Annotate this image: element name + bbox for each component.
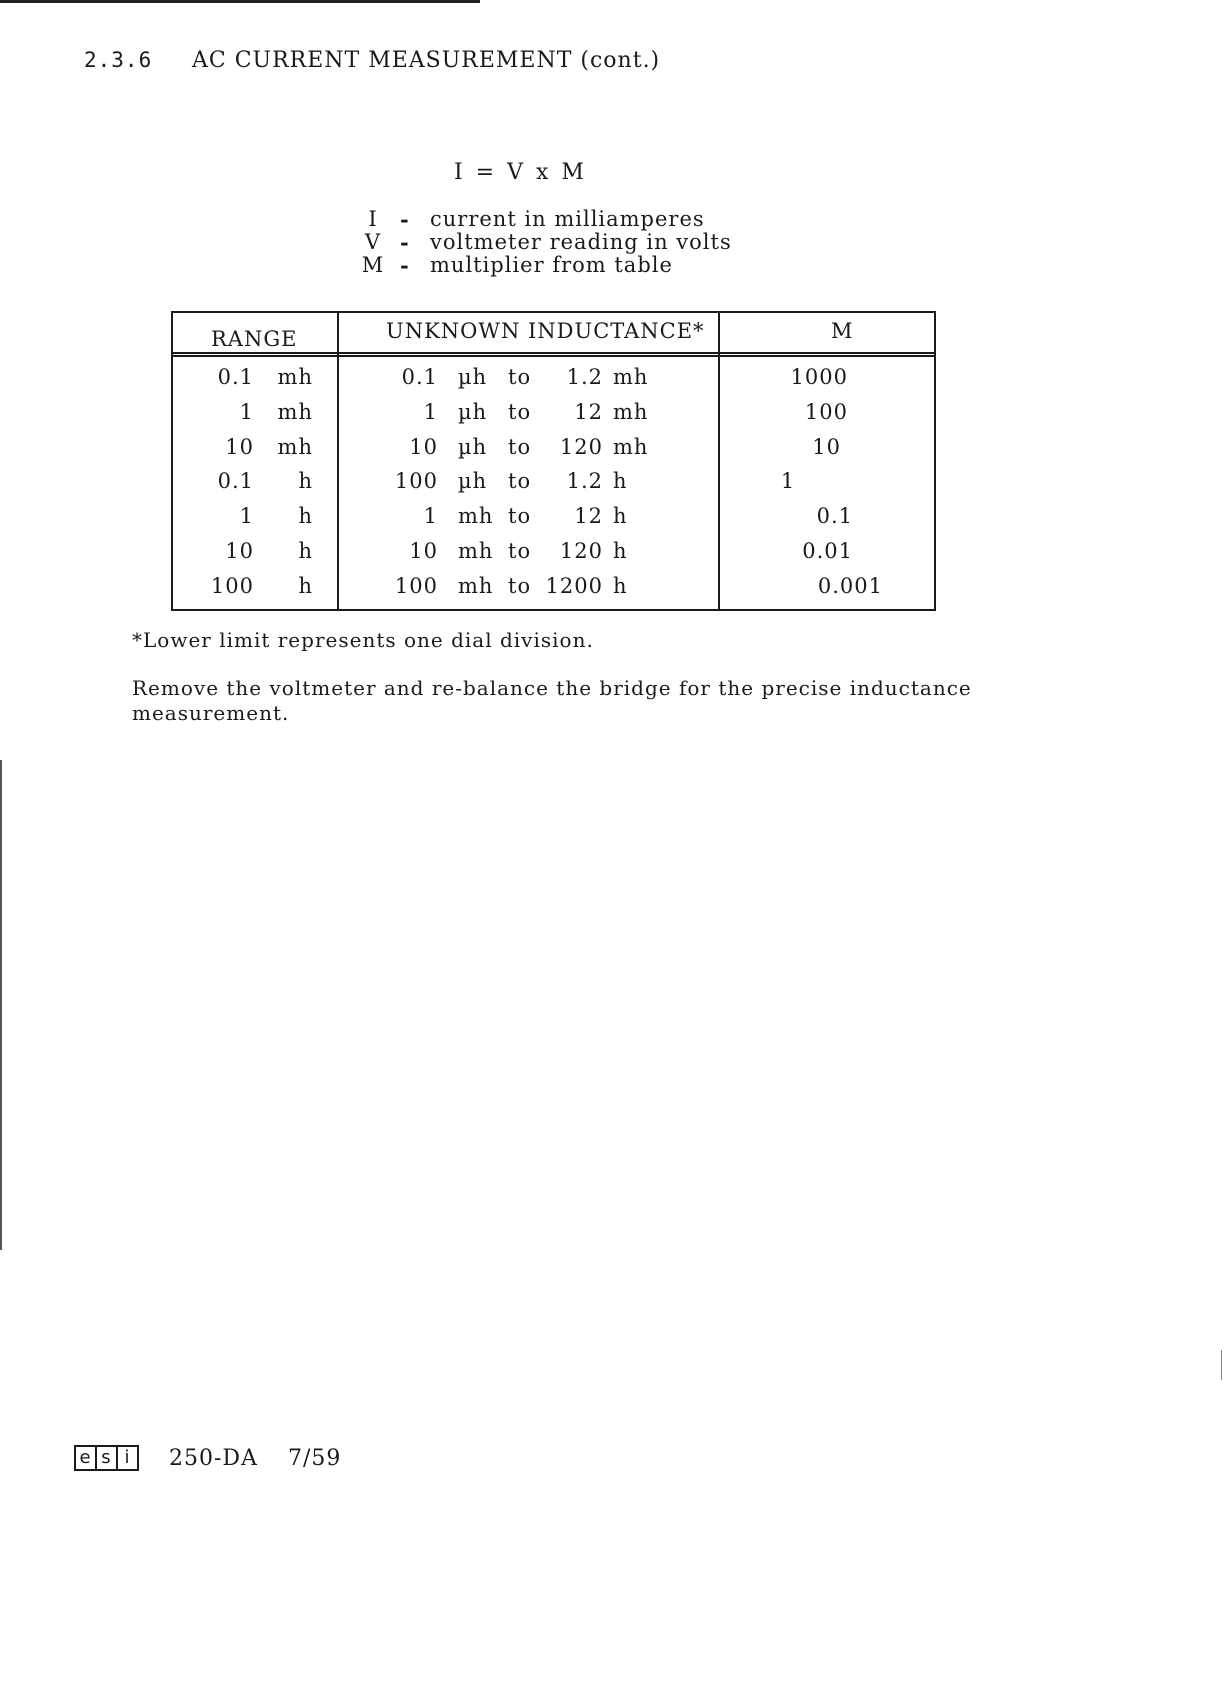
cell-low-unit: mh [458, 573, 494, 598]
cell-high-unit: h [613, 469, 628, 494]
legend-row [346, 231, 732, 254]
cell-low: 10 [409, 539, 438, 563]
table-footnote: *Lower limit represents one dial division. [132, 628, 594, 652]
section-heading [84, 48, 660, 73]
cell-low: 1 [423, 504, 438, 529]
esi-logo [74, 1445, 139, 1471]
cell-range-unit: mh [277, 434, 313, 459]
cell-m: 100 [804, 399, 848, 424]
legend-text: multiplier from table [430, 253, 673, 277]
cell-low-unit: mh [458, 539, 494, 563]
cell-range-val: 0.1 [217, 469, 254, 494]
legend-row [346, 208, 732, 231]
cell-low: 10 [409, 434, 438, 459]
table-row [173, 400, 934, 436]
section-number: 2.3.6 [84, 48, 153, 72]
cell-range-unit: mh [277, 399, 313, 424]
page-footer [74, 1445, 341, 1471]
cell-low-unit: mh [458, 504, 494, 529]
cell-m: 0.1 [816, 504, 853, 529]
legend-row [346, 254, 732, 277]
legend-dash: - [400, 230, 410, 255]
table-row [173, 469, 934, 505]
cell-range-unit: mh [277, 365, 313, 389]
cell-to: to [508, 573, 532, 598]
cell-range-unit: h [298, 504, 313, 529]
cell-range-val: 1 [239, 399, 254, 424]
legend-symbol: I [368, 207, 378, 231]
legend-dash: - [400, 253, 410, 278]
legend-text: voltmeter reading in volts [430, 230, 732, 254]
cell-range-val: 0.1 [217, 365, 254, 389]
cell-m: 1000 [790, 365, 848, 389]
table-row [173, 574, 934, 610]
logo-letter: e [76, 1447, 97, 1469]
cell-range-val: 10 [225, 434, 254, 459]
header-multiplier: M [831, 319, 854, 343]
cell-low: 100 [394, 469, 438, 494]
cell-high-unit: mh [613, 365, 649, 389]
cell-range-unit: h [298, 469, 313, 494]
legend-dash: - [400, 207, 410, 232]
instruction-paragraph: Remove the voltmeter and re-balance the bridge for the precise inductance measurement. [132, 676, 972, 725]
logo-letter: s [97, 1447, 118, 1469]
cell-low-unit: µh [458, 434, 488, 459]
cell-m: 10 [812, 434, 841, 459]
cell-low: 100 [394, 573, 438, 598]
cell-low: 1 [423, 399, 438, 424]
scan-edge-left [0, 760, 2, 1250]
cell-high: 120 [559, 539, 603, 563]
document-date: 7/59 [287, 1445, 342, 1471]
cell-high: 1200 [545, 573, 603, 598]
top-rule [0, 0, 480, 3]
cell-low-unit: µh [458, 399, 488, 424]
document-code: 250-DA [169, 1445, 258, 1471]
cell-range-val: 10 [225, 539, 254, 563]
cell-high: 1.2 [566, 365, 603, 389]
cell-m: 1 [780, 469, 796, 494]
cell-to: to [508, 504, 532, 529]
cell-high: 12 [574, 399, 603, 424]
cell-range-val: 1 [239, 504, 254, 529]
multiplier-table [171, 311, 936, 611]
cell-to: to [508, 399, 532, 424]
legend-symbol: V [364, 230, 382, 254]
section-title: AC CURRENT MEASUREMENT (cont.) [192, 48, 661, 73]
cell-high: 120 [559, 434, 603, 459]
cell-high-unit: mh [613, 434, 649, 459]
cell-range-unit: h [298, 539, 313, 563]
cell-range-unit: h [298, 573, 313, 598]
cell-high: 12 [574, 504, 603, 529]
header-range: RANGE [211, 327, 298, 351]
scan-edge-right [1221, 1350, 1222, 1380]
cell-to: to [508, 539, 532, 563]
legend-symbol: M [361, 253, 385, 277]
cell-to: to [508, 365, 532, 389]
cell-low-unit: µh [458, 469, 488, 494]
cell-high-unit: h [613, 504, 628, 529]
cell-to: to [508, 469, 532, 494]
cell-m: 0.001 [817, 573, 883, 598]
cell-to: to [508, 434, 532, 459]
cell-high-unit: h [613, 573, 628, 598]
table-row [173, 435, 934, 471]
cell-range-val: 100 [210, 573, 254, 598]
formula: I = V x M [454, 160, 587, 185]
cell-high-unit: mh [613, 399, 649, 424]
table-row [173, 365, 934, 401]
header-inductance: UNKNOWN INDUCTANCE* [386, 319, 705, 343]
table-row [173, 539, 934, 575]
cell-high-unit: h [613, 539, 628, 563]
legend-text: current in milliamperes [430, 207, 705, 231]
cell-low: 0.1 [401, 365, 438, 389]
cell-high: 1.2 [566, 469, 603, 494]
cell-m: 0.01 [802, 539, 853, 563]
cell-low-unit: µh [458, 365, 488, 389]
logo-letter: i [124, 1447, 131, 1468]
header-rule [173, 352, 934, 357]
table-row [173, 504, 934, 540]
formula-legend [346, 208, 732, 277]
